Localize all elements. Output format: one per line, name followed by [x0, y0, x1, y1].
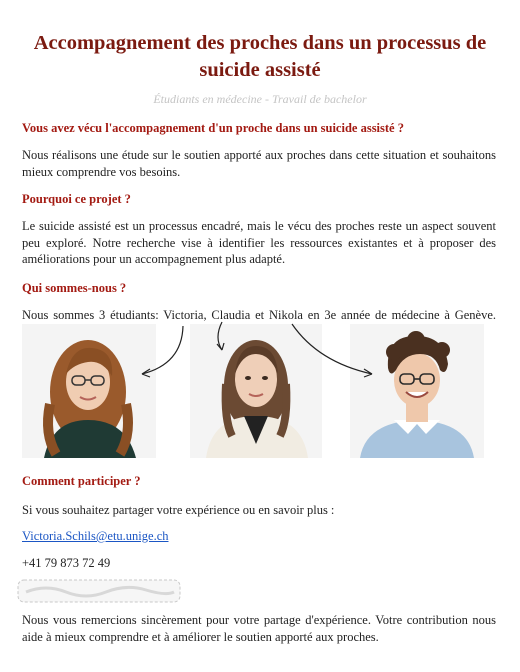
page-title: Accompagnement des proches dans un processus de suicide assisté — [33, 32, 487, 81]
who-text: Nous sommes 3 étudiants: Victoria, Claudia et Nikola en 3e année de médecine à Genève. — [22, 308, 496, 322]
photo-nikola — [350, 324, 484, 458]
photo-victoria — [22, 324, 156, 458]
intro-heading: Vous avez vécu l'accompagnement d'un proche dans un suicide assisté ? — [22, 121, 404, 135]
participate-heading: Comment participer ? — [22, 474, 141, 488]
redacted-signature — [16, 576, 184, 606]
why-text: Le suicide assisté est un processus encadré, mais le vécu des proches reste un aspect souvent peu exploré. Notre recherche vise à identifier les ressources existantes et à proposer des améliorations pour un accompagnement plus adapté. — [22, 219, 496, 266]
intro-text: Nous réalisons une étude sur le soutien apporté aux proches dans cette situation et souhaitons mieux comprendre vos besoins. — [22, 148, 496, 179]
participate-text: Si vous souhaitez partager votre expérience ou en savoir plus : — [22, 503, 335, 517]
why-heading: Pourquoi ce projet ? — [22, 192, 131, 206]
email-link[interactable]: Victoria.Schils@etu.unige.ch — [22, 529, 169, 543]
thanks-text: Nous vous remercions sincèrement pour votre partage d'expérience. Votre contribution nous aide à mieux comprendre et à améliorer le soutien apporté aux proches. — [22, 613, 496, 644]
page-subtitle: Étudiants en médecine - Travail de bachelor — [153, 92, 367, 106]
photo-claudia — [190, 324, 322, 458]
who-heading: Qui sommes-nous ? — [22, 281, 127, 295]
phone-number: +41 79 873 72 49 — [22, 556, 111, 570]
